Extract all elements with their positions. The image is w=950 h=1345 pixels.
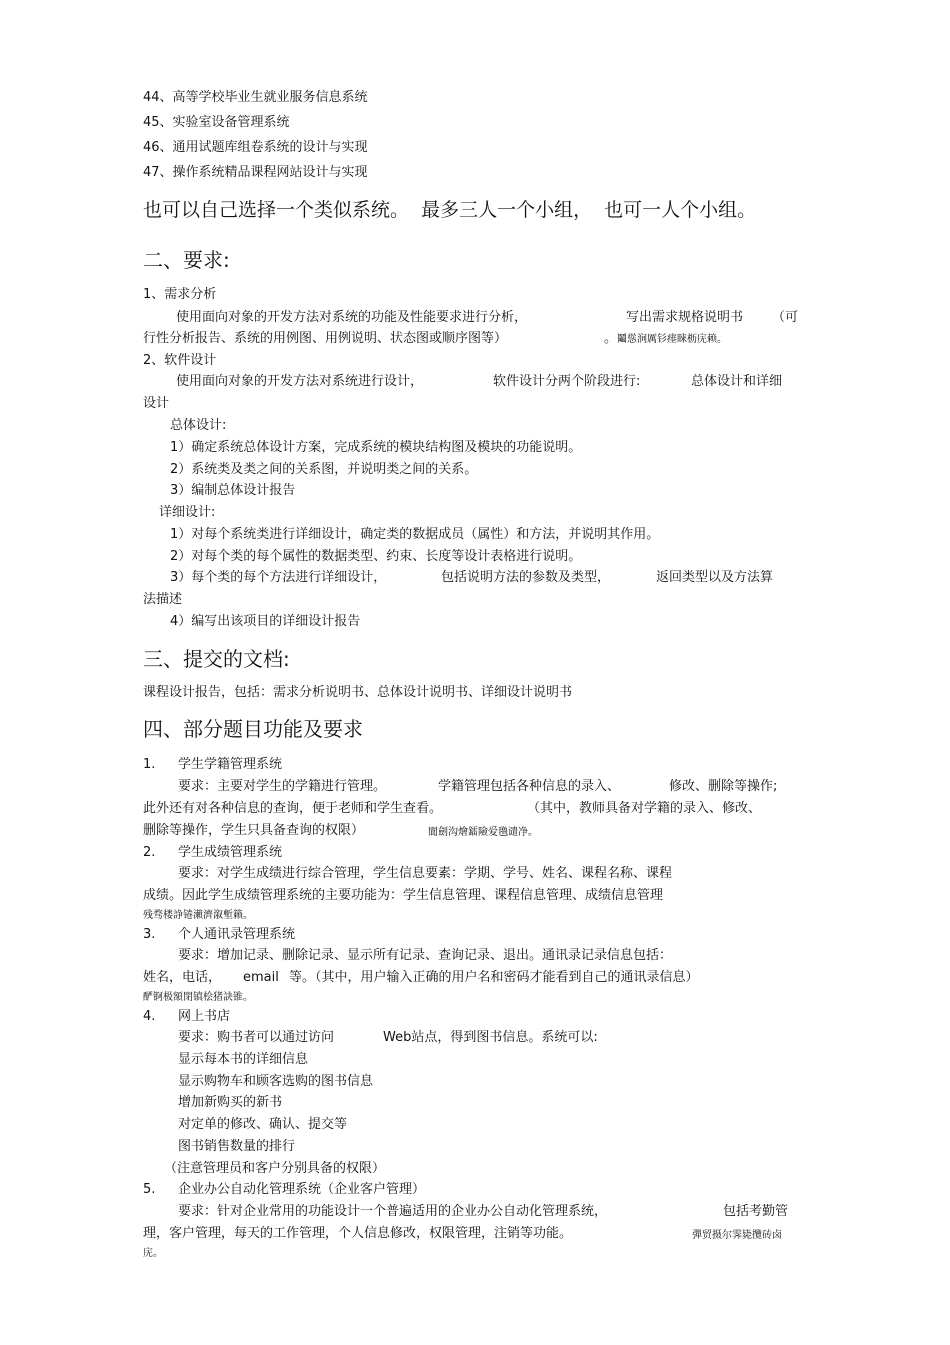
req-1-text: 使用面向对象的开发方法对系统的功能及性能要求进行分析， — [176, 310, 528, 325]
garbled-text: 彈贸摄尔霁毙攬砖卤 — [692, 1230, 782, 1241]
req-1-text: 。 — [604, 331, 618, 346]
topic-title: 企业办公自动化管理系统（企业客户管理） — [178, 1182, 426, 1197]
topic-text: 成绩。因此学生成绩管理系统的主要功能为：学生信息管理、课程信息管理、成绩信息管理 — [143, 888, 664, 903]
topic-text: email — [243, 970, 279, 985]
req-1-text: 行性分析报告、系统的用例图、用例说明、状态图或顺序图等） — [143, 331, 508, 346]
topic-text: 修改、删除等操作; — [669, 779, 778, 794]
req-2-text: 软件设计分两个阶段进行: — [493, 374, 641, 389]
list-item: 2）对每个类的每个属性的数据类型、约束、长度等设计表格进行说明。 — [170, 549, 582, 564]
list-item: 2）系统类及类之间的关系图，并说明类之间的关系。 — [170, 462, 478, 477]
topic-title: 学生学籍管理系统 — [178, 757, 283, 772]
topic-text: 理，客户管理，每天的工作管理，个人信息修改，权限管理，注销等功能。 — [143, 1226, 573, 1241]
list-item: 3）编制总体设计报告 — [170, 483, 296, 498]
list-item: 1）对每个系统类进行详细设计，确定类的数据成员（属性）和方法，并说明其作用。 — [170, 527, 660, 542]
choose-note: 也可以自己选择一个类似系统。 最多三人一个小组， 也可一人个小组。 — [143, 199, 757, 221]
topic-number: 4. — [143, 1009, 156, 1024]
topic-text: Web站点，得到图书信息。系统可以: — [383, 1030, 598, 1045]
topic-text: 要求：增加记录、删除记录、显示所有记录、查询记录、退出。通讯录记录信息包括： — [178, 948, 673, 963]
garbled-text: 閬劍沟燴鐳險爱氇谴净。 — [428, 827, 538, 838]
req-1-text: （可 — [772, 310, 799, 325]
topic-text: 包括考勤管 — [723, 1204, 789, 1219]
topic-number: 5. — [143, 1182, 156, 1197]
topic-text: 学籍管理包括各种信息的录入、 — [438, 779, 621, 794]
list-item: 3）每个类的每个方法进行详细设计， — [170, 570, 387, 585]
topic-text: （其中，教师具备对学籍的录入、修改、 — [527, 801, 762, 816]
topic-number: 2. — [143, 845, 156, 860]
topic-text: 姓名，电话， — [143, 970, 222, 985]
req-1-text: 写出需求规格说明书 — [626, 310, 744, 325]
topic-text: 要求：对学生成绩进行综合管理，学生信息要素：学期、学号、姓名、课程名称、课程 — [178, 866, 673, 881]
topic-text: 等。（其中，用户输入正确的用户名和密码才能看到自己的通讯录信息） — [289, 970, 699, 985]
list-item: 4）编写出该项目的详细设计报告 — [170, 614, 361, 629]
list-item: 显示购物车和顾客选购的图书信息 — [178, 1074, 374, 1089]
topic-title: 学生成绩管理系统 — [178, 845, 283, 860]
list-item: 返回类型以及方法算 — [656, 570, 774, 585]
list-item: 显示每本书的详细信息 — [178, 1052, 309, 1067]
section-heading-topics: 四、部分题目功能及要求 — [143, 717, 363, 741]
section-heading-requirements: 二、要求: — [143, 248, 230, 272]
req-1-title: 1、需求分析 — [143, 287, 217, 302]
documents-text: 课程设计报告，包括：需求分析说明书、总体设计说明书、详细设计说明书 — [143, 685, 573, 700]
garbled-text: 鬮慫涧厲钐瘗睞枥庑赖。 — [617, 334, 727, 345]
list-item: 图书销售数量的排行 — [178, 1139, 296, 1154]
list-item: 对定单的修改、确认、提交等 — [178, 1117, 348, 1132]
topic-text: 要求：购书者可以通过访问 — [178, 1030, 335, 1045]
topic-title: 个人通讯录管理系统 — [178, 927, 296, 942]
topic-title: 网上书店 — [178, 1009, 231, 1024]
list-item: 法描述 — [143, 592, 183, 607]
list-item: 44、高等学校毕业生就业服务信息系统 — [143, 90, 368, 105]
req-2-title: 2、软件设计 — [143, 353, 217, 368]
detail-design-label: 详细设计: — [159, 505, 216, 520]
topic-text: 要求：针对企业常用的功能设计一个普遍适用的企业办公自动化管理系统， — [178, 1204, 608, 1219]
topic-text: 此外还有对各种信息的查询，便于老师和学生查看。 — [143, 801, 443, 816]
list-item: 45、实验室设备管理系统 — [143, 115, 290, 130]
section-heading-documents: 三、提交的文档: — [143, 647, 290, 671]
topic-text: 删除等操作，学生只具备查询的权限） — [143, 823, 365, 838]
topic-number: 3. — [143, 927, 156, 942]
overall-design-label: 总体设计: — [170, 418, 227, 433]
garbled-text: 酽锕极額閉镇桧猪訣锥。 — [143, 992, 253, 1003]
garbled-text: 残骛楼諍锩瀨濟溆塹籟。 — [143, 910, 253, 921]
list-item: 1）确定系统总体设计方案，完成系统的模块结构图及模块的功能说明。 — [170, 440, 582, 455]
topic-number: 1. — [143, 757, 156, 772]
list-item: 增加新购买的新书 — [178, 1095, 283, 1110]
list-item: 47、操作系统精品课程网站设计与实现 — [143, 165, 368, 180]
list-item: 包括说明方法的参数及类型， — [441, 570, 611, 585]
req-2-text: 总体设计和详细 — [691, 374, 783, 389]
topic-note: （注意管理员和客户分别具备的权限） — [164, 1161, 386, 1176]
topic-text: 要求：主要对学生的学籍进行管理。 — [178, 779, 387, 794]
req-2-text: 设计 — [143, 396, 170, 411]
garbled-text: 庑。 — [143, 1248, 163, 1259]
req-2-text: 使用面向对象的开发方法对系统进行设计， — [176, 374, 424, 389]
list-item: 46、通用试题库组卷系统的设计与实现 — [143, 140, 368, 155]
